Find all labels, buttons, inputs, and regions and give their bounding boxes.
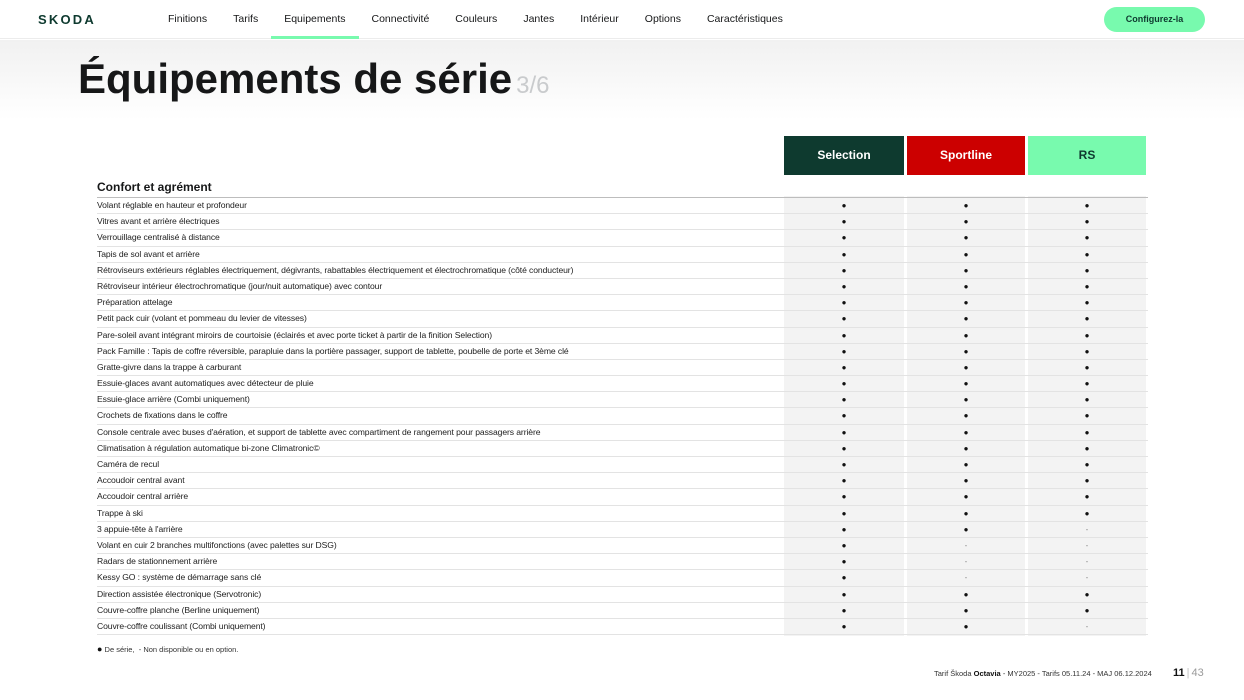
cell-rs: ● [1084, 249, 1090, 259]
equipment-label: Radars de stationnement arrière [97, 556, 218, 567]
cell-sportline: ● [963, 379, 969, 389]
cell-selection: ● [841, 460, 847, 469]
nav-caracteristiques[interactable]: Caractéristiques [706, 13, 783, 25]
cell-rs: ● [1084, 460, 1090, 469]
cell-selection: ● [841, 443, 847, 453]
cell-rs: ● [1084, 492, 1090, 502]
cell-rs: ● [1084, 233, 1090, 243]
nav-couleurs[interactable]: Couleurs [455, 13, 498, 25]
table-row [97, 376, 1148, 392]
cell-selection: ● [841, 492, 847, 502]
table-row [97, 408, 1148, 424]
cell-sportline: ● [963, 427, 969, 437]
cell-selection: ● [841, 265, 847, 275]
cell-rs: ● [1084, 476, 1090, 486]
cell-selection: ● [841, 411, 847, 421]
cell-selection: ● [841, 621, 847, 631]
cell-selection: ● [841, 281, 847, 291]
equipment-label: Petit pack cuir (volant et pommeau du levier de vitesses) [97, 313, 307, 324]
cell-selection: ● [841, 476, 847, 486]
page-title [78, 55, 550, 103]
cell-sportline: ● [963, 201, 969, 210]
equipment-label: Essuie-glaces avant automatiques avec détecteur de pluie [97, 378, 314, 389]
main-nav [155, 0, 796, 39]
table-row [97, 230, 1148, 246]
skoda-logo[interactable]: SKODA [38, 12, 96, 27]
cell-selection: ● [841, 362, 847, 372]
cell-rs: ● [1084, 508, 1090, 518]
cell-rs: ● [1084, 589, 1090, 599]
cell-selection: ● [841, 508, 847, 518]
equipment-label: Tapis de sol avant et arrière [97, 248, 200, 259]
nav-tarifs[interactable]: Tarifs [233, 13, 259, 25]
cell-sportline: - [964, 573, 968, 583]
cell-selection: ● [841, 540, 847, 550]
cell-selection: ● [841, 249, 847, 259]
cell-rs: ● [1084, 411, 1090, 421]
cell-rs: - [1085, 557, 1089, 567]
cell-sportline: ● [963, 605, 969, 615]
trim-header-rs: RS [1028, 136, 1146, 175]
table-row [97, 522, 1148, 538]
cell-sportline: ● [963, 589, 969, 599]
cell-rs: - [1085, 621, 1089, 631]
cell-sportline: ● [963, 621, 969, 631]
table-row [97, 425, 1148, 441]
footer-model: Octavia [973, 669, 1001, 678]
configure-button[interactable]: Configurez-la [1104, 7, 1205, 32]
cell-rs: ● [1084, 201, 1090, 210]
page-number [1173, 667, 1204, 679]
cell-rs: ● [1084, 605, 1090, 615]
cell-rs: - [1085, 573, 1089, 583]
cell-sportline: ● [963, 411, 969, 421]
cell-sportline: ● [963, 233, 969, 243]
cell-selection: ● [841, 346, 847, 356]
table-row [97, 295, 1148, 311]
cell-selection: ● [841, 298, 847, 308]
equipment-label: Trappe à ski [97, 507, 143, 518]
nav-jantes[interactable]: Jantes [523, 13, 555, 25]
top-navigation-bar [0, 0, 1244, 39]
cell-rs: ● [1084, 265, 1090, 275]
equipment-label: Pare-soleil avant intégrant miroirs de courtoisie (éclairés et avec porte ticket à partir de la finition Selection) [97, 329, 492, 340]
equipment-label: Kessy GO : système de démarrage sans clé [97, 572, 262, 583]
table-row [97, 311, 1148, 327]
cell-sportline: ● [963, 492, 969, 502]
table-row [97, 441, 1148, 457]
equipment-label: Verrouillage centralisé à distance [97, 232, 220, 243]
cell-rs: ● [1084, 217, 1090, 227]
cell-selection: ● [841, 233, 847, 243]
cell-rs: ● [1084, 346, 1090, 356]
cell-sportline: ● [963, 265, 969, 275]
trim-header-sportline: Sportline [907, 136, 1025, 175]
cell-selection: ● [841, 330, 847, 340]
cell-sportline: ● [963, 217, 969, 227]
equipment-label: Couvre-coffre planche (Berline uniquement) [97, 604, 260, 615]
legend-dash: - [138, 645, 142, 654]
equipment-label: Climatisation à régulation automatique bi-zone Climatronic© [97, 442, 320, 453]
table-row [97, 457, 1148, 473]
nav-finitions[interactable]: Finitions [168, 13, 208, 25]
cell-selection: ● [841, 573, 847, 583]
table-row [97, 570, 1148, 586]
equipment-label: Crochets de fixations dans le coffre [97, 410, 228, 421]
table-row [97, 328, 1148, 344]
equipment-label: Vitres avant et arrière électriques [97, 216, 220, 227]
equipment-label: Rétroviseurs extérieurs réglables électriquement, dégivrants, rabattables électriquement et électrochromatique (côté conducteur) [97, 264, 574, 275]
cell-sportline: - [964, 540, 968, 550]
trim-header-selection: Selection [784, 136, 904, 175]
equipment-label: Volant réglable en hauteur et profondeur [97, 200, 247, 210]
cell-rs: ● [1084, 427, 1090, 437]
cell-rs: ● [1084, 298, 1090, 308]
legend-dot: ● [97, 644, 103, 654]
cell-selection: ● [841, 217, 847, 227]
cell-sportline: ● [963, 298, 969, 308]
table-row [97, 489, 1148, 505]
cell-sportline: ● [963, 524, 969, 534]
cell-sportline: ● [963, 249, 969, 259]
cell-rs: ● [1084, 330, 1090, 340]
cell-selection: ● [841, 201, 847, 210]
cell-selection: ● [841, 524, 847, 534]
footer-info [934, 669, 1152, 678]
legend-standard: De série, [104, 645, 135, 654]
current-page: 11 [1173, 667, 1185, 679]
cell-selection: ● [841, 379, 847, 389]
cell-sportline: ● [963, 508, 969, 518]
cell-selection: ● [841, 395, 847, 405]
table-row [97, 279, 1148, 295]
page-indicator: 3/6 [516, 72, 550, 99]
equipment-label: Rétroviseur intérieur électrochromatique (jour/nuit automatique) avec contour [97, 280, 383, 291]
cell-rs: - [1085, 524, 1089, 534]
cell-sportline: ● [963, 346, 969, 356]
page-title-text: Équipements de série [78, 55, 513, 102]
table-row [97, 344, 1148, 360]
legend [97, 644, 238, 654]
equipment-label: Volant en cuir 2 branches multifonctions (avec palettes sur DSG) [97, 539, 337, 550]
equipment-label: Direction assistée électronique (Servotronic) [97, 588, 262, 599]
table-row [97, 554, 1148, 570]
equipment-label: Caméra de recul [97, 459, 160, 469]
equipment-label: Gratte-givre dans la trappe à carburant [97, 361, 242, 372]
equipment-label: Pack Famille : Tapis de coffre réversible, parapluie dans la portière passager, support de tablette, poubelle de porte et 3ème clé [97, 345, 569, 356]
table-row [97, 538, 1148, 554]
table-row [97, 587, 1148, 603]
cell-sportline: - [964, 557, 968, 567]
cell-rs: ● [1084, 314, 1090, 324]
table-row [97, 360, 1148, 376]
total-pages: 43 [1191, 667, 1204, 679]
nav-equipements[interactable]: Equipements [271, 0, 358, 39]
equipment-label: Couvre-coffre coulissant (Combi uniquement) [97, 620, 266, 631]
cell-sportline: ● [963, 362, 969, 372]
cell-selection: ● [841, 427, 847, 437]
equipment-table [97, 198, 1148, 635]
cell-sportline: ● [963, 443, 969, 453]
table-row [97, 247, 1148, 263]
nav-interieur[interactable]: Intérieur [580, 13, 619, 25]
cell-rs: - [1085, 540, 1089, 550]
footer-prefix: Tarif Škoda [934, 669, 972, 678]
cell-selection: ● [841, 589, 847, 599]
table-row [97, 473, 1148, 489]
cell-sportline: ● [963, 460, 969, 469]
cell-selection: ● [841, 605, 847, 615]
cell-rs: ● [1084, 379, 1090, 389]
cell-sportline: ● [963, 330, 969, 340]
cell-selection: ● [841, 314, 847, 324]
section-title: Confort et agrément [97, 180, 212, 194]
equipment-label: Préparation attelage [97, 297, 173, 308]
cell-sportline: ● [963, 395, 969, 405]
cell-sportline: ● [963, 314, 969, 324]
cell-sportline: ● [963, 281, 969, 291]
cell-selection: ● [841, 557, 847, 567]
cell-rs: ● [1084, 395, 1090, 405]
nav-connectivite[interactable]: Connectivité [371, 13, 430, 25]
table-row [97, 263, 1148, 279]
equipment-label: Accoudoir central avant [97, 475, 185, 486]
footer-suffix: - MY2025 - Tarifs 05.11.24 - MAJ 06.12.2024 [1002, 669, 1152, 678]
equipment-label: Accoudoir central arrière [97, 491, 189, 502]
table-row [97, 603, 1148, 619]
equipment-label: Console centrale avec buses d'aération, et support de tablette avec compartiment de rangement pour passagers arrière [97, 426, 541, 437]
legend-unavailable: Non disponible ou en option. [143, 645, 239, 654]
equipment-label: Essuie-glace arrière (Combi uniquement) [97, 394, 250, 405]
table-row [97, 506, 1148, 522]
page-separator: | [1186, 667, 1190, 679]
cell-rs: ● [1084, 281, 1090, 291]
nav-options[interactable]: Options [644, 13, 681, 25]
table-row [97, 214, 1148, 230]
cell-rs: ● [1084, 443, 1090, 453]
table-row [97, 392, 1148, 408]
cell-rs: ● [1084, 362, 1090, 372]
cell-sportline: ● [963, 476, 969, 486]
table-row [97, 619, 1148, 635]
equipment-label: 3 appuie-tête à l'arrière [97, 523, 183, 534]
table-row [97, 198, 1148, 214]
